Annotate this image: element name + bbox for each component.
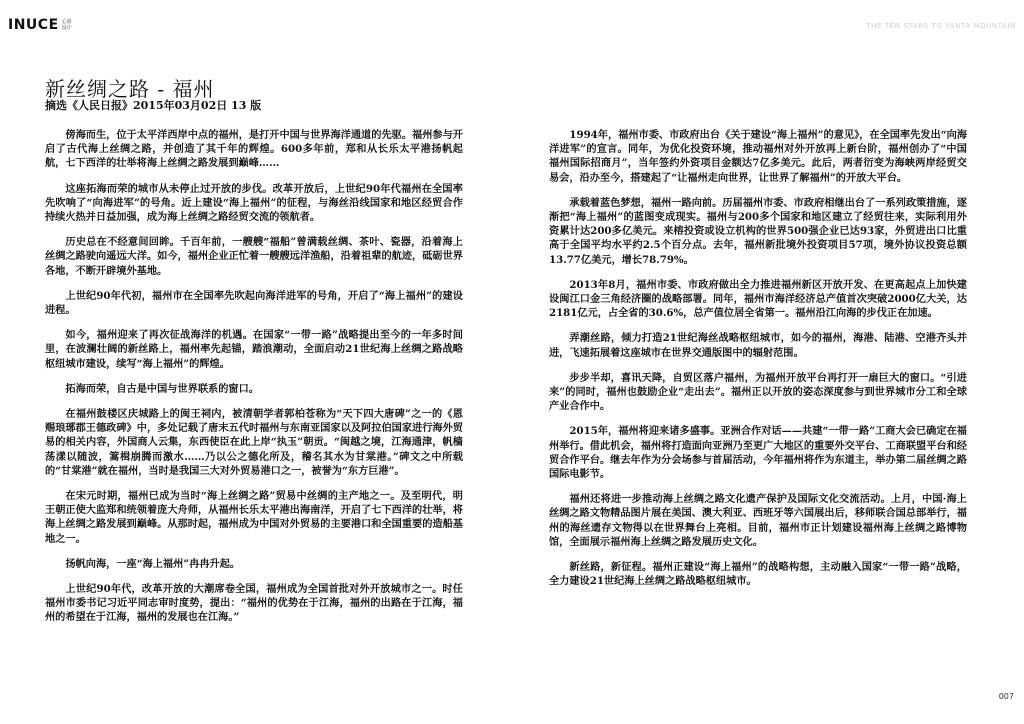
right-column — [549, 128, 967, 599]
paragraph: 福州还将进一步推动海上丝绸之路文化遗产保护及国际文化交流活动。上月，中国·海上丝绸之路文物精品图片展在美国、澳大利亚、西班牙等六国展出后，移师联合国总部举行，福州的海丝遗存文物得以在世界舞台上亮相。目前，福州市正计划建设福州海上丝绸之路博物馆，全面展示福州海上丝绸之路发展历史文化。 — [549, 493, 967, 548]
running-title: THE TEN STARS TO YANTA MOUNTAIN — [866, 22, 1016, 30]
article-source: 摘选《人民日报》2015年03月02日 13 版 — [45, 99, 262, 112]
paragraph: 新丝路，新征程。福州正建设“海上福州”的战略构想，主动融入国家“一带一路”战略，全力建设21世纪海上丝绸之路战略枢纽城市。 — [549, 561, 967, 588]
paragraph: 2013年8月，福州市委、市政府做出全力推进福州新区开放开发、在更高起点上加快建设闽江口金三角经济圈的战略部署。同年，福州市海洋经济总产值首次突破2000亿大关，达2181亿元，占全省的30.6%，总产值位居全省第一。福州沿江向海的步伐正在加速。 — [549, 278, 967, 320]
paragraph: 弄潮丝路，倾力打造21世纪海丝战略枢纽城市，如今的福州，海港、陆港、空港齐头并进，飞速拓展着这座城市在世界交通版图中的辐射范围。 — [549, 332, 967, 359]
paragraph: 在福州鼓楼区庆城路上的闽王祠内，被清朝学者郭柏苍称为“天下四大唐碑”之一的《恩赐琅琊郡王德政碑》中，多处记载了唐末五代时福州与东南亚国家以及阿拉伯国家进行海外贸易的相关内容，外国商人云集，东西使臣在此上岸“执玉”朝贡。“闽越之境，江海通津，帆樯荡漾以随波，篙楫崩腾而激水……乃以公之德化所及，稽名其水为甘棠港。”碑文之中所载的“甘棠港”就在福州，当时是我国三大对外贸易港口之一，被誉为“东方巨港”。 — [45, 408, 463, 477]
paragraph: 扬帆向海，一座“海上福州”冉冉升起。 — [65, 557, 241, 570]
paragraph: 承载着蓝色梦想，福州一路向前。历届福州市委、市政府相继出台了一系列政策措施，逐渐把“海上福州”的蓝图变成现实。福州与200多个国家和地区建立了经贸往来，实际利用外资累计达200多亿美元。来榕投资或设立机构的世界500强企业已达93家，外贸进出口比重高于全国平均水平约2.5个百分点。去年，福州新批境外投资项目57项，境外协议投资总额13.77亿美元，增长78.79%。 — [549, 196, 967, 266]
paragraph: 在宋元时期，福州已成为当时“海上丝绸之路”贸易中丝绸的主产地之一。及至明代，明王朝正使大监郑和统领着庞大舟师，从福州长乐太平港出海南洋，开启了七下西洋的壮举，将海上丝绸之路发展到巅峰。从那时起，福州成为中国对外贸易的主要港口和全国重要的造船基地之一。 — [45, 490, 463, 545]
logo-sub-line-1: 心游 — [61, 19, 72, 25]
paragraph: 上世纪90年代初，福州市在全国率先吹起向海洋进军的号角，开启了“海上福州”的建设进程。 — [45, 289, 463, 317]
page-number: 007 — [998, 692, 1014, 701]
article-title: 新丝绸之路 - 福州 — [45, 77, 215, 101]
paragraph: 1994年，福州市委、市政府出台《关于建设“海上福州”的意见》，在全国率先发出“向海洋进军”的宣言。同年，为优化投资环境，推动福州对外开放再上新台阶，福州创办了“中国福州国际招商月”，当年签约外资项目金额达7亿多美元。此后，两者衍变为海峡两岸经贸交易会，沿办至今，搭建起了“让福州走向世界，让世界了解福州”的开放大平台。 — [549, 129, 967, 184]
logo-subtitle — [62, 19, 72, 31]
paragraph: 步步半却，喜讯天降，自贸区落户福州，为福州开放平台再打开一扇巨大的窗口。“引进来”的同时，福州也鼓励企业“走出去”。福州正以开放的姿态深度参与到世界城市分工和全球产业合作中。 — [549, 371, 967, 413]
paragraph: 拓海而荣，自古是中国与世界联系的窗口。 — [65, 382, 259, 395]
paragraph: 这座拓海而荣的城市从未停止过开放的步伐。改革开放后，上世纪90年代福州在全国率先吹响了“向海进军”的号角。近上建设“海上福州”的征程，与海丝沿线国家和地区经贸合作持续火热并日益加强，成为海上丝绸之路经贸交流的领航者。 — [45, 182, 463, 224]
paragraph: 傍海而生，位于太平洋西岸中点的福州，是打开中国与世界海洋通道的先驱。福州参与开启了古代海上丝绸之路，并创造了其千年的辉煌。600多年前，郑和从长乐太平港扬帆起航，七下西洋的壮举将海上丝绸之路发展到巅峰…… — [45, 129, 463, 170]
logo-sub-line-2: 设计 — [61, 25, 72, 31]
brand-logo — [8, 17, 72, 33]
logo-wordmark: INUCE — [8, 17, 59, 33]
paragraph: 2015年，福州将迎来诸多盛事。亚洲合作对话——共建“一带一路”工商大会已确定在福州举行。借此机会，福州将打造面向亚洲乃至更广大地区的重要外交平台、工商联盟平台和经贸合作平台。继去年作为分会场参与首届活动，今年福州将作为东道主，举办第二届丝绸之路国际电影节。 — [549, 425, 967, 481]
left-column — [45, 128, 463, 636]
paragraph: 历史总在不经意间回眸。千百年前，一艘艘“福船”曾满载丝绸、茶叶、瓷器，沿着海上丝绸之路驶向遥远大洋。如今，福州企业正忙着一艘艘远洋渔船，沿着祖辈的航迹，砥砺世界各地，不断开辟境外基地。 — [45, 236, 463, 277]
paragraph: 上世纪90年代，改革开放的大潮席卷全国，福州成为全国首批对外开放城市之一。时任福州市委书记习近平同志审时度势，提出：“福州的优势在于江海，福州的出路在于江海，福州的希望在于江海，福州的发展也在江海。” — [45, 583, 463, 624]
paragraph: 如今，福州迎来了再次征战海洋的机遇。在国家“一带一路”战略提出至今的一年多时间里，在波澜壮阔的新丝路上，福州率先起锚，踏浪潮动，全面启动21世纪海上丝绸之路战略枢纽城市建设，续写“海上福州”的辉煌。 — [45, 329, 463, 370]
